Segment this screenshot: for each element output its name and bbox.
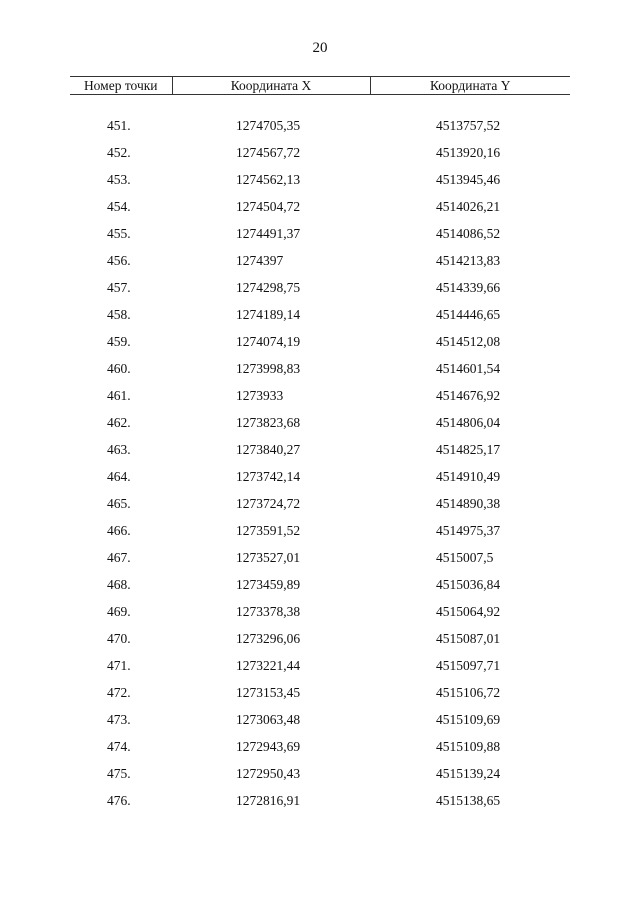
table-row [70, 463, 570, 490]
table-row [70, 598, 570, 625]
coordinate-y-cell: 4515087,01 [436, 630, 501, 646]
coordinate-y-cell: 4514890,38 [436, 495, 501, 511]
coordinate-x-cell: 1274491,37 [236, 225, 301, 241]
coordinate-y-cell: 4515109,88 [436, 738, 501, 754]
coordinate-x-cell: 1273591,52 [236, 522, 301, 538]
coordinate-y-cell: 4514026,21 [436, 198, 501, 214]
coordinate-y-cell: 4514339,66 [436, 279, 501, 295]
coordinate-x-cell: 1273063,48 [236, 711, 301, 727]
point-number-cell: 467. [107, 549, 131, 565]
coordinate-y-cell: 4515097,71 [436, 657, 501, 673]
coordinate-y-cell: 4514601,54 [436, 360, 501, 376]
point-number-cell: 475. [107, 765, 131, 781]
point-number-cell: 468. [107, 576, 131, 592]
coordinate-x-cell: 1274074,19 [236, 333, 301, 349]
point-number-cell: 473. [107, 711, 131, 727]
point-number-cell: 463. [107, 441, 131, 457]
coordinate-y-cell: 4513945,46 [436, 171, 501, 187]
coordinates-table [70, 76, 570, 814]
coordinate-x-cell: 1273221,44 [236, 657, 301, 673]
coordinate-y-cell: 4515109,69 [436, 711, 501, 727]
table-row [70, 490, 570, 517]
coordinate-y-cell: 4514676,92 [436, 387, 501, 403]
coordinate-y-cell: 4515036,84 [436, 576, 501, 592]
point-number-cell: 451. [107, 117, 131, 133]
point-number-cell: 474. [107, 738, 131, 754]
page-number: 20 [312, 40, 328, 56]
point-number-cell: 464. [107, 468, 131, 484]
coordinate-x-cell: 1273153,45 [236, 684, 301, 700]
coordinate-y-cell: 4515139,24 [436, 765, 501, 781]
table-row [70, 436, 570, 463]
coordinate-y-cell: 4515106,72 [436, 684, 501, 700]
point-number-cell: 453. [107, 171, 131, 187]
header-row [70, 77, 570, 95]
table-row [70, 301, 570, 328]
table-row [70, 193, 570, 220]
coordinate-x-cell: 1274567,72 [236, 144, 301, 160]
coordinate-x-cell: 1274705,35 [236, 117, 301, 133]
table-row [70, 760, 570, 787]
coordinate-y-cell: 4515138,65 [436, 792, 501, 808]
point-number-cell: 470. [107, 630, 131, 646]
point-number-cell: 466. [107, 522, 131, 538]
coordinate-y-cell: 4514975,37 [436, 522, 501, 538]
coordinate-y-cell: 4515064,92 [436, 603, 501, 619]
coordinate-y-cell: 4515007,5 [436, 549, 494, 565]
header-coordinate-y: Координата Y [370, 77, 570, 95]
coordinate-x-cell: 1273459,89 [236, 576, 301, 592]
point-number-cell: 456. [107, 252, 131, 268]
table-row [70, 328, 570, 355]
table-row [70, 679, 570, 706]
coordinate-x-cell: 1273933 [236, 387, 284, 403]
coordinate-y-cell: 4514512,08 [436, 333, 501, 349]
coordinate-x-cell: 1273742,14 [236, 468, 301, 484]
table-row [70, 139, 570, 166]
header-spacer [70, 95, 570, 113]
point-number-cell: 471. [107, 657, 131, 673]
table-row [70, 274, 570, 301]
coordinate-y-cell: 4513757,52 [436, 117, 501, 133]
coordinate-y-cell: 4513920,16 [436, 144, 501, 160]
coordinate-x-cell: 1273378,38 [236, 603, 301, 619]
table-row [70, 382, 570, 409]
coordinate-y-cell: 4514446,65 [436, 306, 501, 322]
point-number-cell: 459. [107, 333, 131, 349]
table-row [70, 544, 570, 571]
point-number-cell: 452. [107, 144, 131, 160]
coordinate-x-cell: 1274189,14 [236, 306, 301, 322]
coordinate-x-cell: 1273527,01 [236, 549, 301, 565]
point-number-cell: 469. [107, 603, 131, 619]
coordinate-x-cell: 1273823,68 [236, 414, 301, 430]
coordinate-x-cell: 1272950,43 [236, 765, 301, 781]
table-row [70, 517, 570, 544]
point-number-cell: 476. [107, 792, 131, 808]
point-number-cell: 455. [107, 225, 131, 241]
coordinate-x-cell: 1272943,69 [236, 738, 301, 754]
table-row [70, 652, 570, 679]
coordinate-x-cell: 1272816,91 [236, 792, 301, 808]
table-row [70, 571, 570, 598]
coordinate-x-cell: 1274397 [236, 252, 284, 268]
coordinate-x-cell: 1273724,72 [236, 495, 301, 511]
point-number-cell: 461. [107, 387, 131, 403]
table-row [70, 355, 570, 382]
point-number-cell: 462. [107, 414, 131, 430]
coordinate-y-cell: 4514086,52 [436, 225, 501, 241]
table-row [70, 220, 570, 247]
table-row [70, 625, 570, 652]
coordinate-y-cell: 4514213,83 [436, 252, 501, 268]
point-number-cell: 460. [107, 360, 131, 376]
table-row [70, 166, 570, 193]
table-row [70, 787, 570, 814]
coordinate-x-cell: 1273998,83 [236, 360, 301, 376]
table-body [70, 95, 570, 815]
coordinate-x-cell: 1274298,75 [236, 279, 301, 295]
coordinate-x-cell: 1274562,13 [236, 171, 301, 187]
coordinate-x-cell: 1274504,72 [236, 198, 301, 214]
header-point-number: Номер точки [70, 77, 172, 95]
coordinate-y-cell: 4514910,49 [436, 468, 501, 484]
table-row [70, 733, 570, 760]
point-number-cell: 465. [107, 495, 131, 511]
point-number-cell: 458. [107, 306, 131, 322]
coordinate-y-cell: 4514825,17 [436, 441, 501, 457]
table-row [70, 112, 570, 139]
header-coordinate-x: Координата X [172, 77, 370, 95]
point-number-cell: 454. [107, 198, 131, 214]
table-row [70, 247, 570, 274]
table-header [70, 77, 570, 95]
point-number-cell: 457. [107, 279, 131, 295]
table-row [70, 409, 570, 436]
coordinate-x-cell: 1273296,06 [236, 630, 301, 646]
table-row [70, 706, 570, 733]
point-number-cell: 472. [107, 684, 131, 700]
coordinate-y-cell: 4514806,04 [436, 414, 501, 430]
coordinate-x-cell: 1273840,27 [236, 441, 301, 457]
